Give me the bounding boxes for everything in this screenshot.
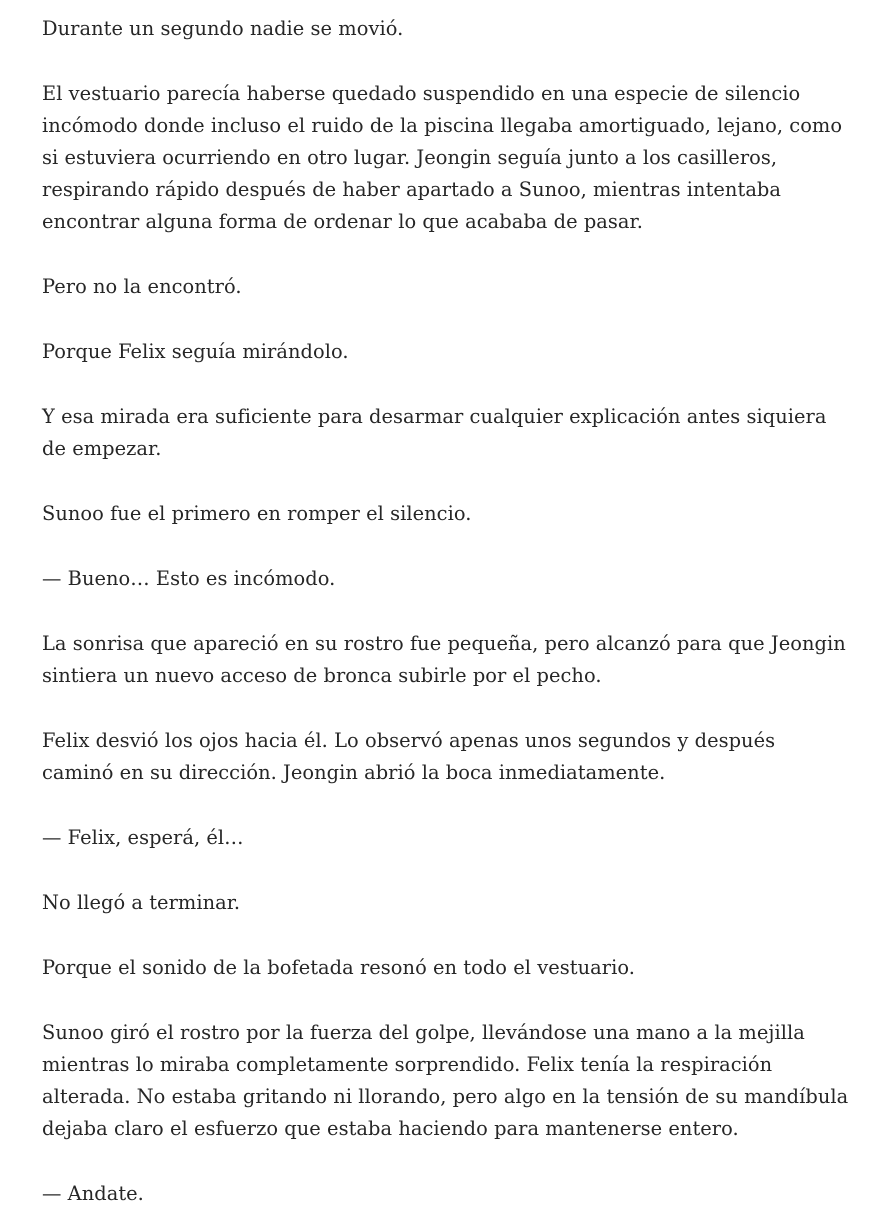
text-line: — Felix, esperá, él…	[42, 826, 244, 849]
text-line: Sunoo fue el primero en romper el silencio.	[42, 502, 472, 525]
text-line: incómodo donde incluso el ruido de la piscina llegaba amortiguado, lejano, como	[42, 114, 843, 137]
paragraph	[42, 401, 872, 465]
paragraph	[42, 952, 872, 984]
paragraph	[42, 725, 872, 789]
text-line: — Bueno… Esto es incómodo.	[42, 567, 336, 590]
paragraph	[42, 887, 872, 919]
text-line: Porque Felix seguía mirándolo.	[42, 340, 349, 363]
text-line: caminó en su dirección. Jeongin abrió la boca inmediatamente.	[42, 761, 666, 784]
dialogue-line	[42, 563, 872, 595]
paragraph	[42, 628, 872, 692]
text-line: Porque el sonido de la bofetada resonó en todo el vestuario.	[42, 956, 635, 979]
text-line: de empezar.	[42, 437, 162, 460]
text-line: El vestuario parecía haberse quedado suspendido en una especie de silencio	[42, 82, 801, 105]
text-line: Felix desvió los ojos hacia él. Lo observó apenas unos segundos y después	[42, 729, 776, 752]
text-line: dejaba claro el esfuerzo que estaba haciendo para mantenerse entero.	[42, 1117, 739, 1140]
text-line: No llegó a terminar.	[42, 891, 241, 914]
text-line: si estuviera ocurriendo en otro lugar. Jeongin seguía junto a los casilleros,	[42, 146, 778, 169]
text-line: Sunoo giró el rostro por la fuerza del golpe, llevándose una mano a la mejilla	[42, 1021, 805, 1044]
text-line: sintiera un nuevo acceso de bronca subirle por el pecho.	[42, 664, 602, 687]
text-line: encontrar alguna forma de ordenar lo que acababa de pasar.	[42, 210, 643, 233]
text-line: alterada. No estaba gritando ni llorando, pero algo en la tensión de su mandíbula	[42, 1085, 849, 1108]
paragraph	[42, 13, 872, 45]
text-line: mientras lo miraba completamente sorprendido. Felix tenía la respiración	[42, 1053, 773, 1076]
paragraph	[42, 78, 872, 238]
text-line: Y esa mirada era suficiente para desarmar cualquier explicación antes siquiera	[42, 405, 827, 428]
text-line: Durante un segundo nadie se movió.	[42, 17, 404, 40]
story-text	[42, 13, 872, 1210]
dialogue-line	[42, 1178, 872, 1210]
dialogue-line	[42, 822, 872, 854]
paragraph	[42, 336, 872, 368]
paragraph	[42, 498, 872, 530]
text-line: respirando rápido después de haber apartado a Sunoo, mientras intentaba	[42, 178, 782, 201]
text-line: Pero no la encontró.	[42, 275, 242, 298]
paragraph	[42, 271, 872, 303]
text-line: — Andate.	[42, 1182, 144, 1205]
paragraph	[42, 1017, 872, 1145]
text-line: La sonrisa que apareció en su rostro fue pequeña, pero alcanzó para que Jeongin	[42, 632, 846, 655]
